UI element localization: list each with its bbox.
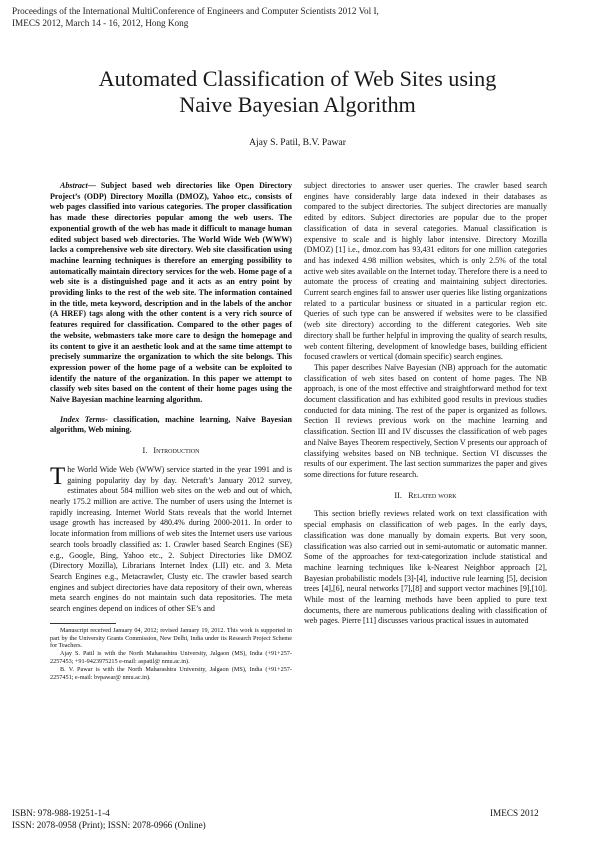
right-column [304,181,547,627]
footer-left [12,808,206,831]
footnote-manuscript: Manuscript received January 04, 2012; revised January 19, 2012. This work is supported in part by the University Grants Commission, New Delhi, India under its Research Project Scheme for Teachers. [50,626,292,650]
index-terms-text: - classification, machine learning, Naïve Bayesian algorithm, Web mining. [50,414,292,435]
body-paragraph-2: This paper describes Naïve Bayesian (NB) approach for the automatic classification of web sites based on content of home pages. The NB approach, is one of the most effective and straightforward method for text document classification and has exhibited good results in previous studies conducted for data mining. The rest of the paper is organized as follows. Section II reviews previous work on the machine learning and classification. Section III and IV discusses the classification of web pages and Naïve Bayes Theorem respectively, Section V presents our approach of classifying websites based on NB technique. Section VI discusses the results of our experiment. The last section summarizes the paper and gives some directions for future research. [304,362,547,479]
footer-isbn: ISBN: 978-988-19251-1-4 [12,808,110,818]
footnote-author-2: B. V. Pawar is with the North Maharashtra University, Jalgaon (MS), India (+91+257-2257451; e-mail: bvpawar@ nmu.ac.in). [50,665,292,681]
title-line-1: Automated Classification of Web Sites using [98,66,497,91]
drop-cap: T [50,462,66,490]
footnote-rule [50,623,116,624]
header-line-1: Proceedings of the International MultiConference of Engineers and Computer Scientists 2012 Vol I, [12,6,379,16]
footnote-author-1: Ajay S. Patil is with the North Maharashtra University, Jalgaon (MS), India (+91+257-2257453; +91-9423975215 e-mail: aspatil@ nmu.ac.in). [50,650,292,665]
header-line-2: IMECS 2012, March 14 - 16, 2012, Hong Kong [12,17,189,28]
body-paragraph-1: subject directories to answer user queries. The crawler based search engines have considerably large data indexed in their databases as compared to the subject directories. The subject directories are manually edited by editors. Subject directories are popular due to the proper classification of data in several categories. Manual classification is expensive to scale and is highly labor intensive. Directory Mozilla (DMOZ) [1] i.e., dmoz.com has 93,431 editors for one million categories and has indexed 4.98 million websites, which is only 2.5% of the total active web sites available on the Internet today. Therefore there is a need to automate the process of creating and maintaining subject directories. Current search engines fail to answer user queries like listing organizations related to a particular business or situated in a particular region etc. Queries of such type can be answered if websites were to be classified (web site directory) according to the different categories. Web site directory shall be further helpful in improving the quality of search results, web content filtering, development of knowledge bases, building efficient focused crawlers or vertical (domain specific) search engines. [304,181,547,362]
section-heading-related-work: II. Related work [394,490,457,500]
proceedings-header [12,6,379,29]
abstract-text: — Subject based web directories like Open Directory Project’s (ODP) Directory Mozilla (DMOZ), Yahoo etc., consists of web pages classified into various categories. The proper classification has made these directories popular among the web users. The exponential growth of the web has made it difficult to manage human edited subject based web directories. The World Wide Web (WWW) lacks a comprehensive web site directory. Web site classification using machine learning techniques is therefore an emerging possibility to automatically maintain directory services for the web. Home page of a web site is a distinguished page and it acts as an entry point by providing links to the rest of the web site. The information contained in the title, meta keyword, description and in the labels of the anchor (A HREF) tags along with the other content is a very rich source of features required for classification. Compared to the other pages of the website, webmasters take more care to design the homepage and its content to give it an aesthetic look and at the same time attempt to precisely summarize the organization to which the site belongs. This expression power of the home page of a website can be exploited to identify the nature of the organization. In this paper we attempt to classify web sites based on the content of their home pages using the Naïve Bayesian machine learning algorithm. [50,181,292,405]
title-line-2: Naive Bayesian Algorithm [179,92,416,117]
footer-right: IMECS 2012 [490,808,539,818]
section-heading-introduction: I. Introduction [142,446,200,456]
paper-title [0,66,595,118]
footer-issn: ISSN: 2078-0958 (Print); ISSN: 2078-0966 (Online) [12,819,206,830]
intro-paragraph: The World Wide Web (WWW) service started in the year 1991 and is gaining popularity day by day. Netcraft’s January 2012 survey, estimates about 584 million web sites on the web and out of which, nearly 175.2 million are active. The number of users using the Internet is rapidly increasing. Internet World Stats reveals that the world Internet usage growth has increased by 480.4% during 2000-2011. In order to locate information from millions of web sites the Internet users use various search tools broadly classified as: 1. Crawler based Search Engines (SE) e.g., Google, Bing, Yahoo etc., 2. Subject Directories like DMOZ (Directory Mozilla), Librarians Internet Index (LII) etc. and 3. Meta Search Engines e.g., Metacrawler, Clusty etc. The crawler based search engines and subject directories have data repository of their own, whereas meta search engines do not maintain such data repositories. The meta search engines depend on indices of other SE’s and [50,462,292,614]
index-terms [50,415,292,436]
abstract-label: Abstract [60,181,88,190]
authors: Ajay S. Patil, B.V. Pawar [249,137,346,148]
footnotes [50,627,292,682]
abstract [50,181,292,406]
index-terms-label: Index Terms [60,414,106,424]
left-column [50,181,292,681]
body-paragraph-3: This section briefly reviews related work on text classification with special emphasis on classification of web pages. In the early days, classification was done manually by domain experts. But very soon, classification was also carried out in semi-automatic or automatic manner. Some of the approaches for text-categorization include statistical and machine learning techniques like k-Nearest Neighbor approach [2], Bayesian probabilistic models [3]-[4], inductive rule learning [5], decision trees [4],[6], neural networks [7],[8] and support vector machines [9],[10]. While most of the learning methods have been applied to pure text documents, there are numerous publications dealing with classification of web pages. Pierre [11] discusses various practical issues in automated [304,509,547,626]
